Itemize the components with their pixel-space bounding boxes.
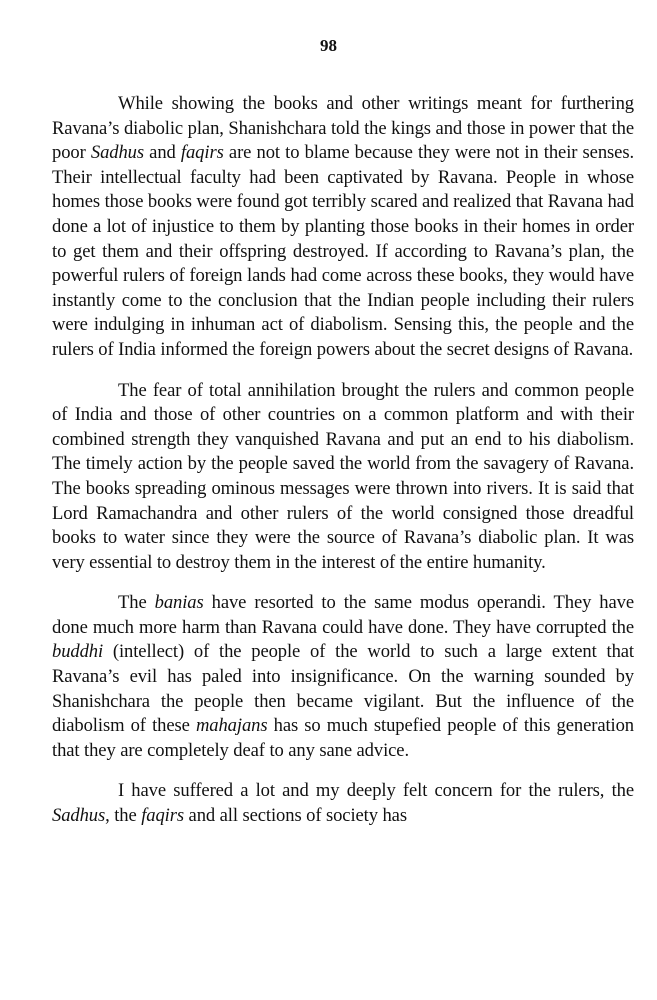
text-run: and all sections of society has [184, 805, 407, 827]
text-run: I have suffered a lot and my deeply felt concern for the rulers, the [118, 780, 634, 802]
text-run: and [144, 142, 181, 164]
text-run: have resorted to the same modus operandi. They have done much more harm than Ravana could have done. They have corrupted the [52, 592, 635, 638]
page-number: 98 [320, 36, 337, 55]
italic-term: faqirs [141, 805, 184, 827]
paragraph-1 [52, 92, 634, 363]
italic-term: Sadhus [90, 142, 144, 164]
paragraph-3 [52, 591, 634, 763]
italic-term: faqirs [180, 142, 224, 164]
text-run: (intellect) of the people of the world to such a large extent that Ravana’s evil has paled into insignificance. On the warning sounded by Shanishchara the people then became vigilant. But the influence of the diabolism of these [52, 641, 634, 737]
italic-term: buddhi [52, 641, 104, 663]
italic-term: banias [154, 592, 204, 614]
text-run: has so much stupefied people of this generation that they are completely deaf to any sane advice. [52, 715, 634, 761]
text-run: , the [105, 805, 142, 827]
text-run: The fear of total annihilation brought the rulers and common people of India and those of other countries on a common platform and with their combined strength they vanquished Ravana and put an end to his diabolism. The timely action by the people saved the world from the savagery of Ravana. The books spreading ominous messages were thrown into rivers. It is said that Lord Ramachandra and other rulers of the world consigned those dreadful books to water since they were the source of Ravana’s diabolic plan. It was very essential to destroy them in the interest of the entire humanity. [52, 379, 634, 573]
page-body [52, 92, 634, 845]
paragraph-2 [52, 379, 634, 576]
paragraph-4 [52, 779, 634, 828]
text-run: are not to blame because they were not in their senses. Their intellectual faculty had been captivated by Ravana. People in whose homes those books were found got terribly scared and realized that Ravana had done a lot of injustice to them by planting those books in their homes in order to get them and their offspring destroyed. If according to Ravana’s plan, the powerful rulers of foreign lands had come across these books, they would have instantly come to the conclusion that the Indian people including their rulers were indulging in inhuman act of diabolism. Sensing this, the people and the rulers of India informed the foreign powers about the secret designs of Ravana. [52, 142, 635, 360]
italic-term: mahajans [195, 715, 268, 737]
text-run: The [118, 592, 155, 614]
text-run: While showing the books and other writings meant for furthering Ravana’s diabolic plan, Shanishchara told the kings and those in power that the poor [52, 93, 634, 164]
italic-term: Sadhus [52, 805, 106, 827]
